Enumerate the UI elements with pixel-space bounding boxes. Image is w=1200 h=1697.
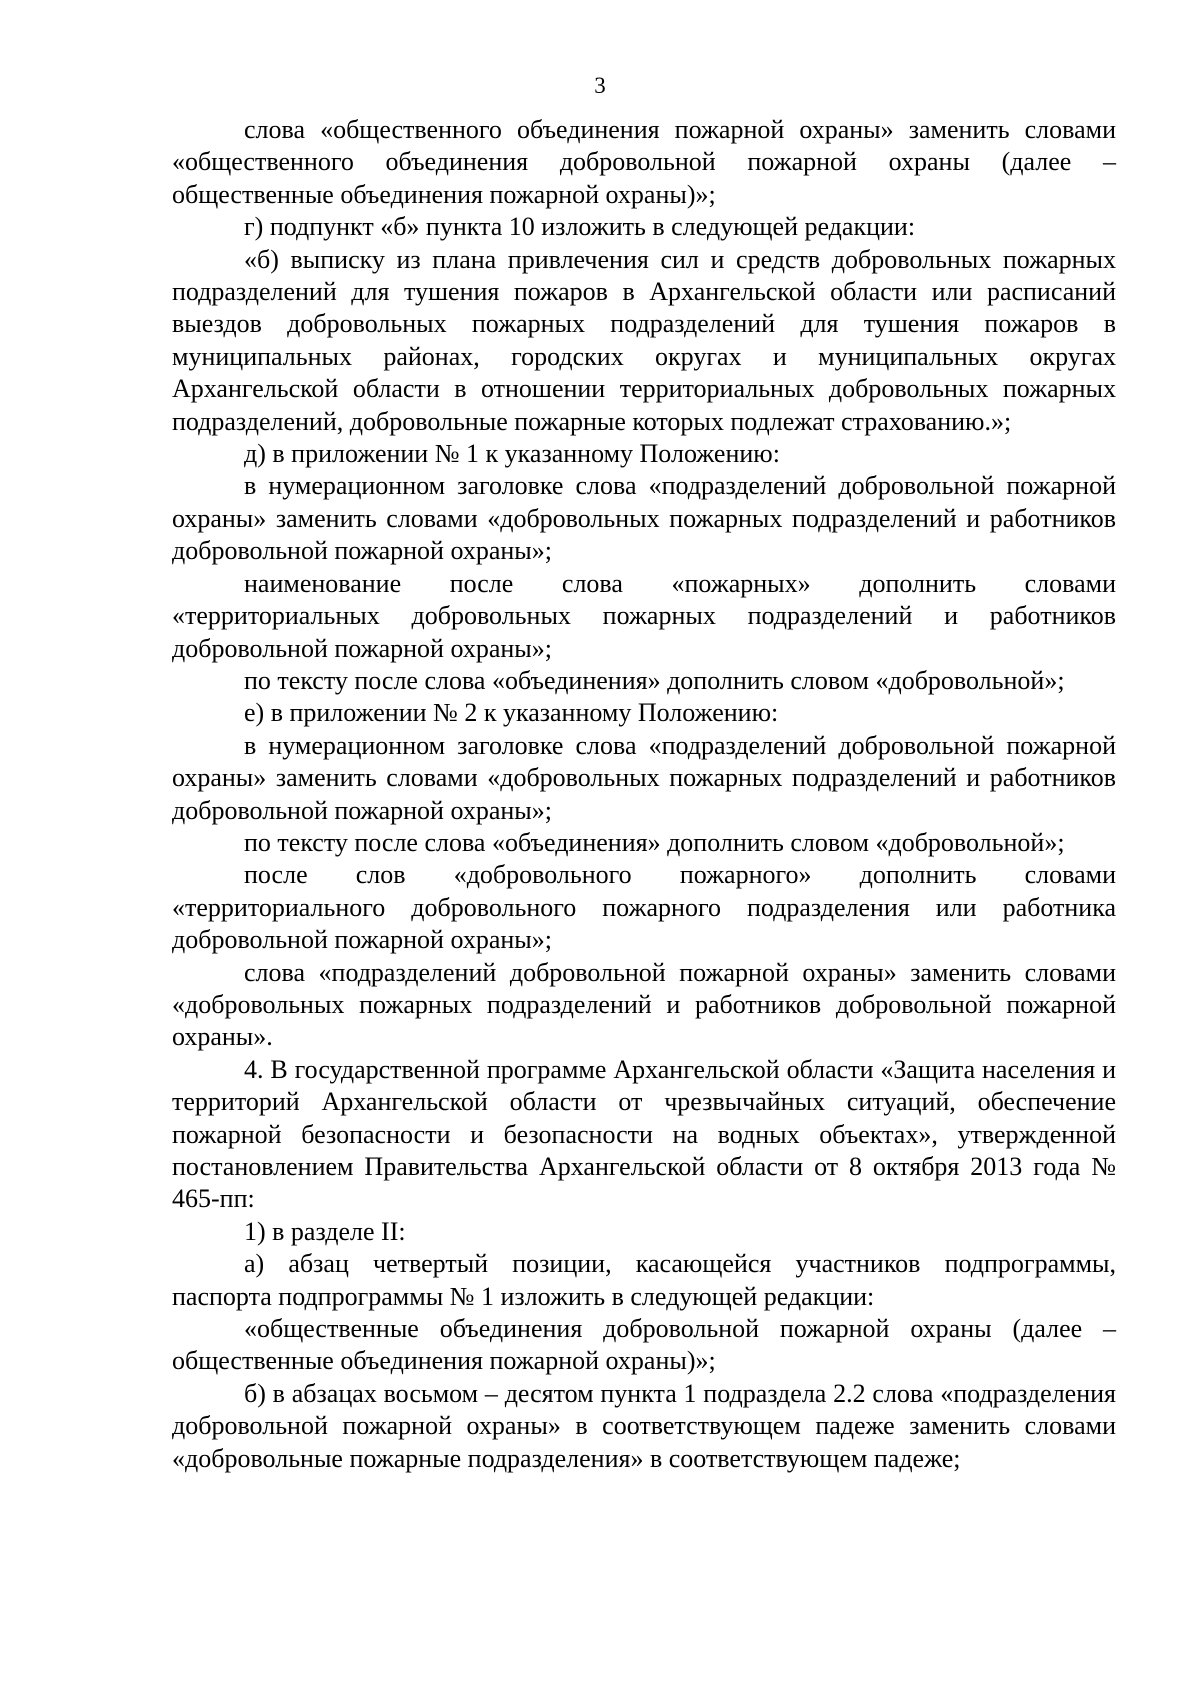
paragraph: 1) в разделе II: — [244, 1216, 406, 1246]
paragraph: «б) выписку из плана привлечения сил и средств добровольных пожарных подразделений для тушения пожаров в Архангельской области или расписаний выездов добровольных пожарных подразделений для тушения пожаров в муниципальных районах, городских округах и муниципальных округах Архангельской области в отношении территориальных добровольных пожарных подразделений, добровольные пожарные которых подлежат страхованию.»; — [172, 244, 1116, 436]
paragraph: 4. В государственной программе Архангельской области «Защита населения и территорий Архангельской области от чрезвычайных ситуаций, обеспечение пожарной безопасности и безопасности на водных объектах», утвержденной постановлением Правительства Архангельской области от 8 октября 2013 года № 465-пп: — [172, 1054, 1116, 1214]
paragraph: д) в приложении № 1 к указанному Положению: — [244, 439, 780, 469]
paragraph: а) абзац четвертый позиции, касающейся участников подпрограммы, паспорта подпрограммы № 1 изложить в следующей редакции: — [172, 1249, 1116, 1311]
paragraph: слова «общественного объединения пожарной охраны» заменить словами «общественного объединения добровольной пожарной охраны (далее – общественные объединения пожарной охраны)»; — [172, 115, 1116, 209]
page-number: 3 — [594, 73, 606, 98]
paragraph: наименование после слова «пожарных» дополнить словами «территориальных добровольных пожарных подразделений и работников добровольной пожарной охраны»; — [172, 568, 1116, 663]
paragraph: в нумерационном заголовке слова «подразделений добровольной пожарной охраны» заменить словами «добровольных пожарных подразделений и работников добровольной пожарной охраны»; — [172, 730, 1116, 825]
paragraph: по тексту после слова «объединения» дополнить словом «добровольной»; — [244, 665, 1065, 695]
paragraph: г) подпункт «б» пункта 10 изложить в следующей редакции: — [244, 212, 916, 242]
paragraph: е) в приложении № 2 к указанному Положению: — [244, 698, 779, 728]
paragraph: после слов «добровольного пожарного» дополнить словами «территориального добровольного пожарного подразделения или работника добровольной пожарной охраны»; — [172, 860, 1116, 955]
paragraph: по тексту после слова «объединения» дополнить словом «добровольной»; — [244, 827, 1065, 857]
document-body — [172, 114, 1116, 1475]
paragraph: «общественные объединения добровольной пожарной охраны (далее – общественные объединения пожарной охраны)»; — [172, 1314, 1116, 1376]
paragraph: слова «подразделений добровольной пожарной охраны» заменить словами «добровольных пожарных подразделений и работников добровольной пожарной охраны». — [172, 957, 1116, 1052]
paragraph: в нумерационном заголовке слова «подразделений добровольной пожарной охраны» заменить словами «добровольных пожарных подразделений и работников добровольной пожарной охраны»; — [172, 471, 1116, 566]
paragraph: б) в абзацах восьмом – десятом пункта 1 подраздела 2.2 слова «подразделения добровольной пожарной охраны» в соответствующем падеже заменить словами «добровольные пожарные подразделения» в соответствующем падеже; — [172, 1378, 1116, 1473]
